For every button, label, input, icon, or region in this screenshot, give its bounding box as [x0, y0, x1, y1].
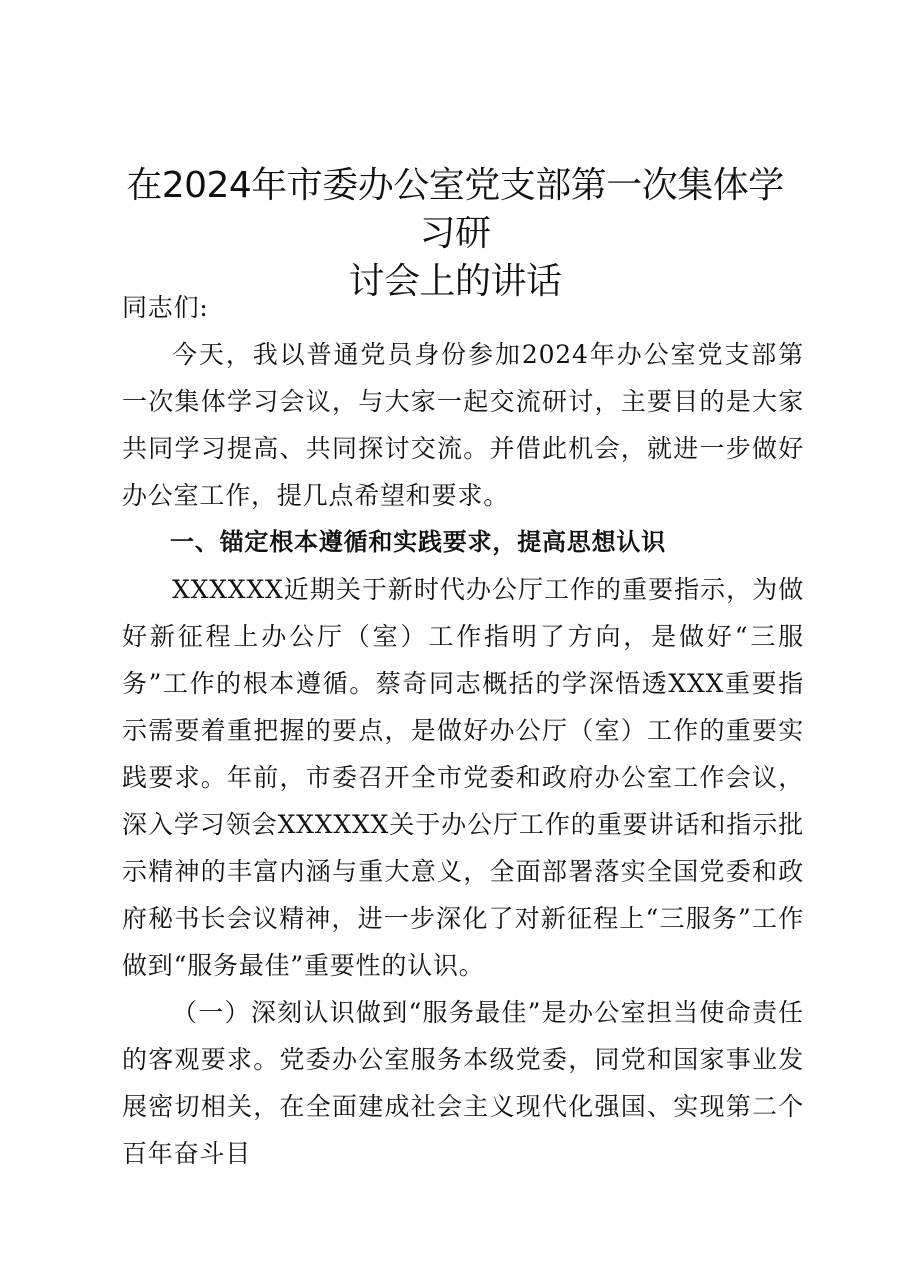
section-heading-1: 一、锚定根本遵循和实践要求，提高思想认识: [170, 528, 666, 556]
title-line-1: 在2024年市委办公室党支部第一次集体学习研: [126, 165, 784, 254]
title-line-2: 讨会上的讲话: [348, 261, 562, 302]
paragraph-section-1: XXXXXX近期关于新时代办公厅工作的重要指示，为做好新征程上办公厅（室）工作指明了方向，是做好“三服务”工作的根本遵循。蔡奇同志概括的学深悟透XXX重要指示需要着重把握的要点，是做好办公厅（室）工作的重要实践要求。年前，市委召开全市党委和政府办公室工作会议，深入学习领会XXXXXX关于办公厅工作的重要讲话和指示批示精神的丰富内涵与重大意义，全面部署落实全国党委和政府秘书长会议精神，进一步深化了对新征程上“三服务”工作做到“服务最佳”重要性的认识。: [122, 575, 804, 980]
paragraph-intro: 今天，我以普通党员身份参加2024年办公室党支部第一次集体学习会议，与大家一起交流研讨，主要目的是大家共同学习提高、共同探讨交流。并借此机会，就进一步做好办公室工作，提几点希望和要求。: [122, 340, 804, 510]
paragraph-subsection-1: （一）深刻认识做到“服务最佳”是办公室担当使命责任的客观要求。党委办公室服务本级党委，同党和国家事业发展密切相关，在全面建成社会主义现代化强国、实现第二个百年奋斗目: [122, 998, 804, 1168]
document-body: [122, 284, 804, 1177]
salutation: 同志们:: [122, 293, 209, 322]
